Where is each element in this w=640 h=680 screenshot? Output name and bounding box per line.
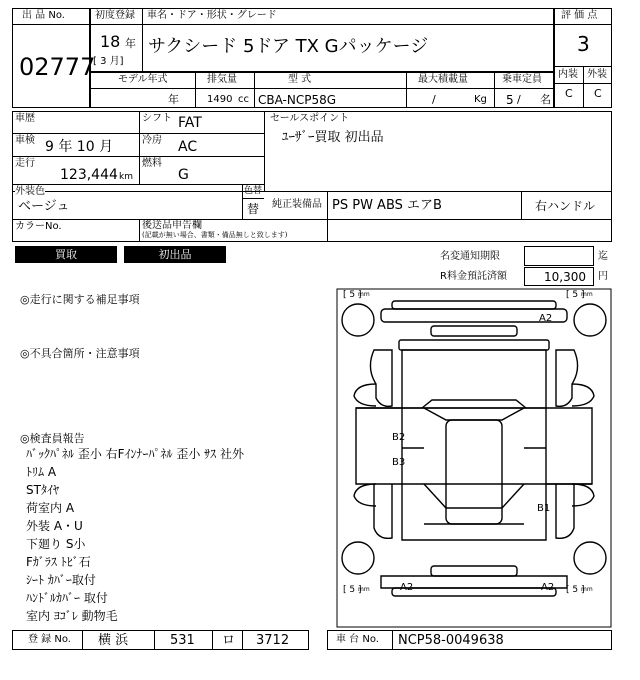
inspection: 9 年 10 月 bbox=[45, 139, 114, 155]
mark-b3: B3 bbox=[392, 457, 406, 468]
name-change-box bbox=[524, 246, 594, 266]
name-change-label: 名変通知期限 bbox=[440, 251, 500, 262]
tire-rear-left: [ 5 ] bbox=[343, 290, 362, 300]
tire-front-left-unit: mm bbox=[358, 586, 370, 593]
exterior-color-label: 外装色 bbox=[15, 186, 45, 197]
mark-b2: B2 bbox=[392, 432, 406, 443]
history-label: 車歴 bbox=[15, 113, 35, 124]
mileage: 123,444 bbox=[60, 167, 118, 183]
inspector-label: ◎検査員報告 bbox=[20, 432, 85, 445]
shift: FAT bbox=[178, 115, 202, 131]
driving-notes-label: ◎走行に関する補足事項 bbox=[20, 293, 140, 306]
first-reg-year-unit: 年 bbox=[125, 37, 136, 50]
equipment-label: 純正装備品 bbox=[272, 199, 322, 210]
sales-point-label: セールスポイント bbox=[270, 113, 350, 124]
badge-first-listing-text: 初出品 bbox=[158, 248, 192, 261]
reg-no-label: 登 録 No. bbox=[28, 634, 71, 645]
lot-no-label: 出 品 No. bbox=[22, 10, 65, 21]
max-load-label: 最大積載量 bbox=[418, 74, 468, 85]
capacity-unit: 名 bbox=[540, 93, 551, 106]
badge-buyout-text: 買取 bbox=[55, 248, 77, 261]
model-year-unit: 年 bbox=[168, 93, 179, 106]
car-name: サクシード 5ドア TX Gパッケージ bbox=[148, 36, 429, 57]
chassis-label: 車 台 No. bbox=[336, 634, 379, 645]
model-year-label: モデル年式 bbox=[118, 74, 168, 85]
first-reg-year: 18 bbox=[100, 32, 121, 51]
tire-front-left: [ 5 ] bbox=[343, 585, 362, 595]
chassis: NCP58-0049638 bbox=[398, 633, 504, 648]
inspector-line: ﾊﾝﾄﾞﾙｶﾊﾞｰ 取付 bbox=[26, 591, 108, 605]
displacement-unit: cc bbox=[238, 94, 249, 105]
interior-label: 内装 bbox=[558, 69, 578, 80]
badge-buyout bbox=[15, 246, 117, 263]
mark-b1: B1 bbox=[537, 503, 551, 514]
lot-no: 02777 bbox=[19, 53, 96, 81]
docs-label: 後送品申告欄 bbox=[142, 220, 202, 231]
mileage-unit: km bbox=[119, 172, 133, 182]
tire-rear-left-unit: mm bbox=[358, 291, 370, 298]
badge-first-listing bbox=[124, 246, 226, 263]
exterior-label: 外装 bbox=[587, 69, 607, 80]
inspector-line: 外装 A・U bbox=[26, 519, 83, 533]
fuel: G bbox=[178, 167, 189, 183]
inspector-line: 荷室内 A bbox=[26, 501, 75, 515]
recycle: 10,300 bbox=[544, 270, 586, 284]
color-change: 替 bbox=[247, 202, 260, 216]
reg-number: 3712 bbox=[256, 633, 290, 648]
inspector-line: ﾄﾘﾑ A bbox=[26, 465, 57, 479]
steering: 右ハンドル bbox=[535, 199, 596, 213]
mark-a2-front-left: A2 bbox=[400, 582, 414, 593]
recycle-unit: 円 bbox=[598, 271, 608, 282]
first-reg-month: [ 3 月] bbox=[93, 56, 124, 67]
car-diagram bbox=[336, 288, 612, 628]
tire-rear-right: [ 5 ] bbox=[566, 290, 585, 300]
shift-label: シフト bbox=[142, 113, 172, 124]
max-load-unit: Kg bbox=[474, 94, 487, 105]
car-name-label: 車名・ドア・形状・グレード bbox=[147, 10, 277, 21]
equipment: PS PW ABS エアB bbox=[332, 198, 442, 213]
max-load-slash: / bbox=[432, 93, 436, 106]
sales-point: ﾕｰｻﾞｰ買取 初出品 bbox=[282, 130, 384, 145]
inspector-line: 室内 ﾖｺﾞﾚ 動物毛 bbox=[26, 609, 118, 623]
mileage-label: 走行 bbox=[15, 158, 35, 169]
name-change-unit: 迄 bbox=[598, 251, 608, 262]
docs-note: (記載が無い場合、書類・備品無しと致します) bbox=[142, 231, 288, 239]
reg-area: 横 浜 bbox=[98, 633, 129, 648]
inspector-line: STﾀｲﾔ bbox=[26, 483, 59, 497]
capacity-label: 乗車定員 bbox=[502, 74, 542, 85]
inspector-line: ｼｰﾄ ｶﾊﾞｰ取付 bbox=[26, 573, 96, 587]
car-diagram-svg bbox=[336, 288, 612, 628]
mark-a2-front-right: A2 bbox=[541, 582, 555, 593]
color-no-label: カラーNo. bbox=[15, 221, 62, 232]
recycle-label: R料金預託済額 bbox=[440, 271, 507, 282]
inspector-line: 下廻り S小 bbox=[26, 537, 86, 551]
inspector-line: Fｶﾞﾗｽ ﾄﾋﾞ石 bbox=[26, 555, 91, 569]
displacement: 1490 bbox=[207, 94, 233, 105]
exterior-color: ベージュ bbox=[18, 199, 70, 214]
score: 3 bbox=[577, 32, 590, 56]
inspector-line: ﾊﾞｯｸﾊﾟﾈﾙ 歪小 右Fｲﾝﾅｰﾊﾟﾈﾙ 歪小 ｻｽ 社外 bbox=[26, 447, 244, 461]
exterior-grade: C bbox=[594, 87, 602, 100]
tire-front-right-unit: mm bbox=[581, 586, 593, 593]
fuel-label: 燃料 bbox=[142, 158, 162, 169]
interior-grade: C bbox=[565, 87, 573, 100]
defects-label: ◎不具合箇所・注意事項 bbox=[20, 347, 140, 360]
displacement-label: 排気量 bbox=[207, 74, 237, 85]
capacity-slash: / bbox=[517, 93, 521, 106]
capacity: 5 bbox=[506, 93, 514, 107]
aircon: AC bbox=[178, 139, 198, 155]
color-change-label: 色替 bbox=[244, 186, 263, 196]
tire-front-right: [ 5 ] bbox=[566, 585, 585, 595]
type-label: 型 式 bbox=[288, 74, 312, 85]
inspection-label: 車検 bbox=[15, 135, 35, 146]
tire-rear-right-unit: mm bbox=[581, 291, 593, 298]
score-label: 評 価 点 bbox=[561, 10, 598, 21]
first-reg-label: 初度登録 bbox=[95, 10, 135, 21]
aircon-label: 冷房 bbox=[142, 135, 162, 146]
reg-class: 531 bbox=[170, 633, 195, 648]
reg-kana: ロ bbox=[222, 633, 236, 648]
type: CBA-NCP58G bbox=[258, 93, 337, 107]
mark-a2-rear: A2 bbox=[539, 313, 553, 324]
